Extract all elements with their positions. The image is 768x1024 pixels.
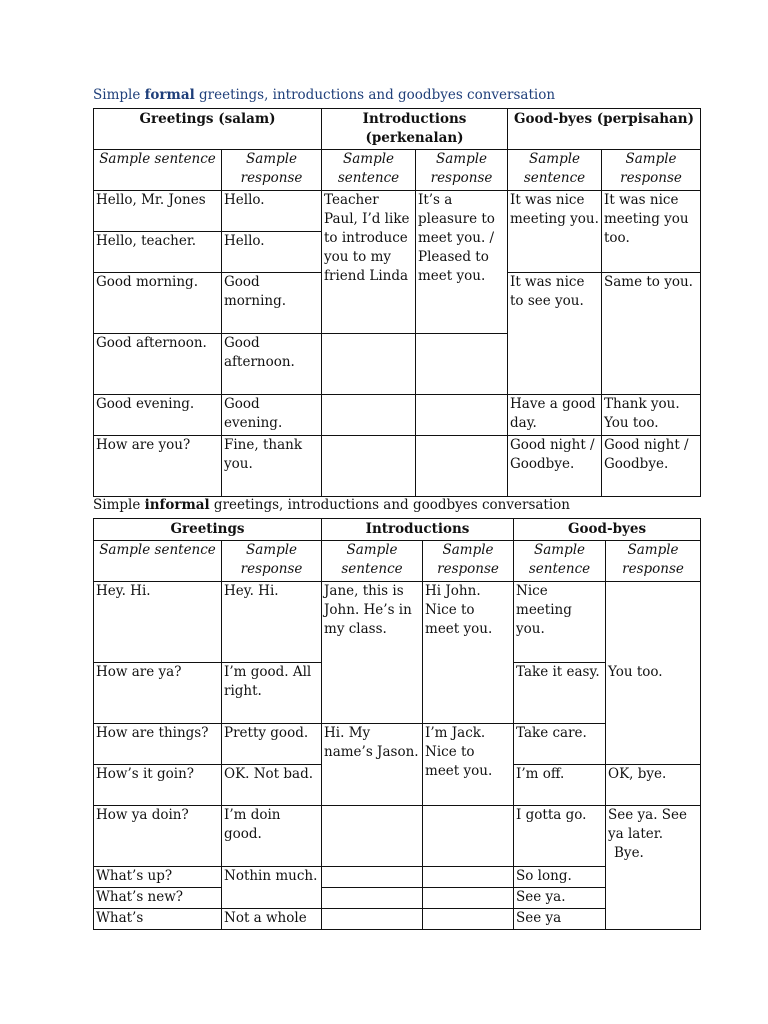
formal-greeting-sentence: Hello, Mr. Jones [94,191,222,232]
informal-bye-response: Bye. [614,845,644,861]
formal-greeting-response: Hello. [222,232,322,273]
informal-greeting-response: I’m doin good. [222,806,322,867]
formal-greeting-sentence: How are you? [94,436,222,497]
informal-greeting-sentence: How are things? [94,724,222,765]
informal-bye-sentence: I gotta go. [514,806,606,867]
formal-greeting-sentence: Hello, teacher. [94,232,222,273]
formal-bye-sentence: It was nice meeting you. [508,191,602,273]
formal-bye-response: Thank you. You too. [602,395,701,436]
informal-intro-response: Hi John. Nice to meet you. [423,582,514,724]
formal-header-introductions: Introductions (perkenalan) [322,109,508,150]
informal-subheader: Sample response [606,541,701,582]
informal-bye-sentence: I’m off. [514,765,606,806]
informal-subheader: Sample sentence [322,541,423,582]
informal-empty-cell [322,909,423,930]
informal-greeting-sentence: How ya doin? [94,806,222,867]
informal-subheader: Sample sentence [514,541,606,582]
informal-empty-cell [423,806,514,867]
informal-greeting-sentence: How are ya? [94,663,222,724]
formal-greeting-sentence: Good morning. [94,273,222,334]
formal-header-goodbyes: Good-byes (perpisahan) [508,109,701,150]
informal-empty-cell [322,806,423,867]
informal-bye-response-stack [606,806,701,930]
formal-subheader: Sample response [602,150,701,191]
formal-conversation-table [93,108,701,497]
formal-caption: Simple formal greetings, introductions and goodbyes conversation [93,87,556,103]
formal-empty-cell [416,436,508,497]
informal-greeting-response: Not a whole [222,909,322,930]
formal-bye-response: Same to you. [602,273,701,395]
formal-greeting-sentence: Good evening. [94,395,222,436]
formal-header-greetings: Greetings (salam) [94,109,322,150]
formal-subheader: Sample sentence [94,150,222,191]
informal-subheader: Sample sentence [94,541,222,582]
informal-conversation-table [93,518,701,930]
informal-empty-cell [423,888,514,909]
informal-caption-bold: informal [144,497,210,513]
informal-bye-sentence: So long. [514,867,606,888]
informal-greeting-response: Nothin much. [222,867,322,909]
informal-greeting-sentence: What’s new? [94,888,222,909]
formal-greeting-response: Hello. [222,191,322,232]
informal-bye-response: See ya. See ya later. [608,807,688,842]
informal-greeting-response: I’m good. All right. [222,663,322,724]
informal-header-greetings: Greetings [94,519,322,541]
informal-intro-sentence: Hi. My name’s Jason. [322,724,423,806]
formal-bye-sentence: It was nice to see you. [508,273,602,395]
formal-intro-sentence: Teacher Paul, I’d like to introduce you to my friend Linda [322,191,416,334]
formal-intro-response: It’s a pleasure to meet you. / Pleased to meet you. [416,191,508,334]
formal-bye-sentence: Good night / Goodbye. [508,436,602,497]
formal-subheader: Sample response [416,150,508,191]
informal-greeting-sentence: How’s it goin? [94,765,222,806]
formal-bye-response: Good night / Goodbye. [602,436,701,497]
formal-subheader: Sample response [222,150,322,191]
informal-bye-sentence: See ya [514,909,606,930]
informal-greeting-response: Hey. Hi. [222,582,322,663]
formal-greeting-response: Good morning. [222,273,322,334]
informal-greeting-response: OK. Not bad. [222,765,322,806]
formal-empty-cell [416,334,508,395]
formal-empty-cell [322,436,416,497]
informal-bye-sentence: See ya. [514,888,606,909]
formal-greeting-response: Fine, thank you. [222,436,322,497]
informal-intro-sentence: Jane, this is John. He’s in my class. [322,582,423,724]
informal-greeting-sentence: Hey. Hi. [94,582,222,663]
informal-bye-sentence: Take it easy. [514,663,606,724]
informal-greeting-response: Pretty good. [222,724,322,765]
formal-caption-bold: formal [144,87,195,103]
formal-subheader: Sample sentence [322,150,416,191]
informal-intro-response: I’m Jack. Nice to meet you. [423,724,514,806]
informal-empty-cell [423,909,514,930]
formal-empty-cell [416,395,508,436]
informal-greeting-sentence: What’s up? [94,867,222,888]
informal-greeting-sentence: What’s [94,909,222,930]
informal-bye-sentence: Nice meeting you. [514,582,606,663]
informal-empty-cell [322,867,423,888]
informal-bye-response: OK, bye. [606,765,701,806]
informal-subheader: Sample response [222,541,322,582]
formal-empty-cell [322,395,416,436]
informal-header-introductions: Introductions [322,519,514,541]
formal-greeting-response: Good afternoon. [222,334,322,395]
informal-subheader: Sample response [423,541,514,582]
formal-bye-sentence: Have a good day. [508,395,602,436]
informal-bye-response: You too. [606,582,701,765]
formal-bye-response: It was nice meeting you too. [602,191,701,273]
informal-empty-cell [423,867,514,888]
informal-caption: Simple informal greetings, introductions and goodbyes conversation [93,497,570,513]
formal-empty-cell [322,334,416,395]
informal-bye-sentence: Take care. [514,724,606,765]
informal-header-goodbyes: Good-byes [514,519,701,541]
informal-empty-cell [322,888,423,909]
formal-greeting-sentence: Good afternoon. [94,334,222,395]
formal-greeting-response: Good evening. [222,395,322,436]
formal-subheader: Sample sentence [508,150,602,191]
